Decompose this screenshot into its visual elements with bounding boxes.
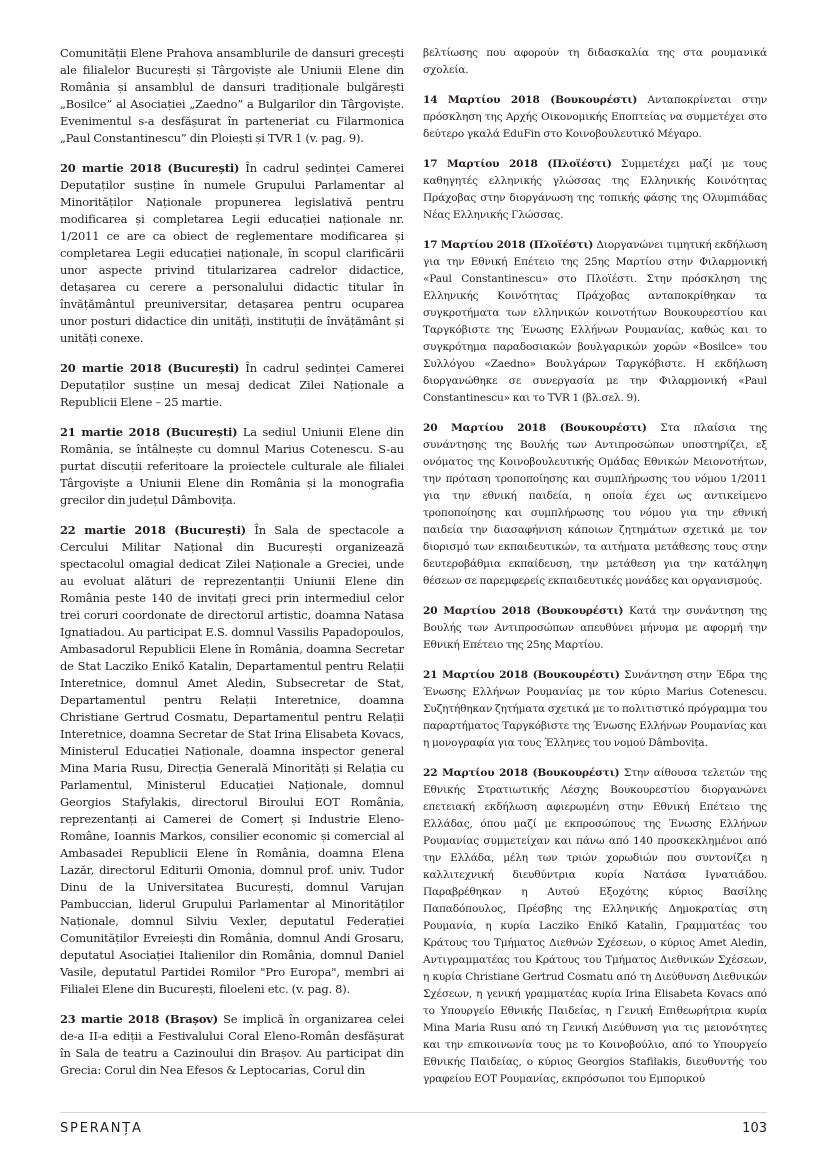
paragraph-text: La sediul Uniunii Elene din România, se întâlnește cu domnul Marius Cotenescu. S-au purtat discuții referitoare la proiectele culturale ale filialei Târgoviște a Uniunii Elene din România și la monografia grecilor din județul Dâmbovița. bbox=[60, 425, 404, 507]
paragraph-date: 22 martie 2018 (București) bbox=[60, 523, 247, 537]
paragraph-date: 20 Μαρτίου 2018 (Βουκουρέστι) bbox=[423, 605, 624, 617]
paragraph bbox=[60, 360, 404, 411]
paragraph-text: Se implică în organizarea celei de-a II-a ediții a Festivalului Coral Eleno-Român desfășurat în Sala de teatru a Cazinoului din Brașov. Au participat din Grecia: Corul din Nea Efesos & Leptocarias, Corul din bbox=[60, 1012, 404, 1077]
magazine-name: SPERANȚA bbox=[60, 1121, 143, 1136]
right-column bbox=[423, 45, 767, 1101]
paragraph-text: Στην αίθουσα τελετών της Εθνικής Στρατιωτικής Λέσχης Βουκουρεστίου διοργανώνει επετειακή εκδήλωση αφιερωμένη στην Εθνική Επέτειο της Ελλάδας, όπου μαζί με εκπροσώπους της Ένωσης Ελλήνων Ρουμανίας συμμετείχαν και πάνω από 140 προσκεκλημένοι από την Ελλάδα, μέλη των τριών χορωδιών που συντονίζει η καλλιτεχνική διευθύντρια κυρία Νατάσα Ιγνατιάδου. Παραβρέθηκαν η Αυτού Εξοχότης κύριος Βασίλης Παπαδόπουλος, Πρέσβης της Ελληνικής Δημοκρατίας στη Ρουμανία, η κυρία Lacziko Enikő Katalin, Γραμματέας του Κράτους του Τμήματος Διεθνών Σχέσεων, ο κύριος Amet Aledin, Αντιγραμματέας του Κράτους του Τμήματος Διεθνικών Σχέσεων, η κυρία Christiane Gertrud Cosmatu από τη Διεύθυνση Διεθνικών Σχέσεων, η γενική γραμματέας κυρία Irina Elisabeta Kovacs από το Υπουργείο Εθνικής Παιδείας, η Γενική Επιθεωρήτρια κυρία Mina Maria Rusu από τη Γενική Διεύθυνση για τις μειονότητες και την επικοινωνία τους με το Κοινοβούλιο, από το Υπουργείο Εθνικής Παιδείας, ο κύριος Georgios Stafilakis, διευθυντής του γραφείου EOT Ρουμανίας, εκπρόσωποι του Εμπορικού bbox=[423, 767, 767, 1085]
paragraph bbox=[60, 160, 404, 347]
paragraph bbox=[60, 1011, 404, 1079]
footer-divider bbox=[60, 1112, 767, 1113]
paragraph-date: 20 Μαρτίου 2018 (Βουκουρέστι) bbox=[423, 422, 647, 434]
paragraph bbox=[60, 45, 404, 147]
paragraph-date: 17 Μαρτίου 2018 (Πλοϊέστι) bbox=[423, 158, 612, 170]
paragraph-text: Στα πλαίσια της συνάντησης της Βουλής των Αντιπροσώπων υποστηρίζει, εξ ονόματος της Κοινοβουλευτικής Ομάδας Εθνικών Μειονοτήτων, την πρόταση τροποποίησης και συμπλήρωσης του νόμου 1/2011 για την εθνική παιδεία, η οποία έχει ως αντικείμενο τροποποίησης και συμπλήρωσης του νόμου για την εθνική παιδεία την διασαφήνιση κάποιων ζητημάτων σχετικά με τον διορισμό των εκπαιδευτικών, τα αιτήματα μετάθεσης τους στην δευτεροβάθμια εκπαίδευση, την μετάθεση για την κατάληψη θέσεων σε παρεμφερείς εκπαιδευτικές μονάδες και οργανισμούς. bbox=[423, 422, 767, 587]
paragraph-text: Κατά την συνάντηση της Βουλής των Αντιπροσώπων απευθύνει μήνυμα με αφορμή την Εθνική Επέτειο της 25ης Μαρτίου. bbox=[423, 605, 767, 651]
paragraph-text: βελτίωσης που αφορούν τη διδασκαλία της στα ρουμανικά σχολεία. bbox=[423, 47, 767, 76]
paragraph bbox=[60, 522, 404, 998]
left-column bbox=[60, 45, 404, 1092]
paragraph bbox=[60, 424, 404, 509]
paragraph-date: 21 Μαρτίου 2018 (Βουκουρέστι) bbox=[423, 669, 620, 681]
paragraph-text: Διοργανώνει τιμητική εκδήλωση για την Εθνική Επέτειο της 25ης Μαρτίου στην Φιλαρμονική «Paul Constantinescu» στο Πλοϊέστι. Στην πρόσκληση της Ελληνικής Κοινότητας Πράχοβας ανταποκρίθηκαν τα συγκροτήματα των ελληνικών κοινοτήτων Βουκουρεστίου και Ταργκόβιστε της Ένωσης Ελλήνων Ρουμανίας, καθώς και το συγκρότημα παραδοσιακών βουλγαρικών χορών «Bosilce» του Συλλόγου «Zaedno» Βουλγάρων Ταργκόβιστε. Η εκδήλωση διοργανώθηκε σε συνεργασία με την Φιλαρμονική «Paul Constantinescu» και το TVR 1 (βλ.σελ. 9). bbox=[423, 239, 767, 404]
paragraph-date: 21 martie 2018 (București) bbox=[60, 425, 238, 439]
paragraph-text: În Sala de spectacole a Cercului Militar Național din București organizează spectacolul omagial dedicat Zilei Naționale a Greciei, unde au evoluat alături de reprezentanții Uniunii Elene din România peste 140 de invitați greci prin intermediul celor trei coruri coordonate de directorul artistic, doamna Natasa Ignatiadou. Au participat E.S. domnul Vassilis Papadopoulos, Ambasadorul Republicii Elene în România, doamna Secretar de Stat Lacziko Enikő Katalin, Departamentul pentru Relații Interetnice, domnul Amet Aledin, Subsecretar de Stat, Departamentul pentru Relații Interetnice, doamna Christiane Gertrud Cosmatu, Departamentul pentru Relații Interetnice, doamna Secretar de Stat Irina Elisabeta Kovacs, Ministerul Educației Naționale, doamna inspector general Mina Maria Rusu, Direcția Generală Minorități și Relația cu Parlamentul, Ministerul Educației Naționale, domnul Georgios Stafylakis, directorul Biroului EOT România, reprezentanți ai Camerei de Comerț și Industrie Eleno-Române, Ioannis Markos, consilier economic și comercial al Ambasadei Republicii Elene în România, doamna Elena Lazăr, directorul Editurii Omonia, domnul prof. univ. Tudor Dinu de la Universitatea București, domnul Varujan Pambuccian, liderul Grupului Parlamentar al Minorităților Naționale, domnul Silviu Vexler, deputatul Federației Comunităților Evreiești din România, domnul Andi Grosaru, deputatul Asociației Italienilor din România, domnul Daniel Vasile, deputatul Partidei Romilor "Pro Europa", membri ai Filialei Elene din București, filoeleni etc. (v. pag. 8). bbox=[60, 523, 404, 996]
paragraph-text: În cadrul ședinței Camerei Deputaților susține un mesaj dedicat Zilei Naționale a Republicii Elene – 25 martie. bbox=[60, 361, 404, 409]
paragraph-text: Συνάντηση στην Έδρα της Ένωσης Ελλήνων Ρουμανίας με τον κύριο Marius Cotenescu. Συζητήθηκαν ζητήματα σχετικά με το πολιτιστικό πρόγραμμα του παραρτήματος Ταργκόβιστε της Ένωσης Ελλήνων Ρουμανίας και η μονογραφία για τους Έλληνες του νομού Dâmbovița. bbox=[423, 669, 768, 749]
paragraph-text: Συμμετέχει μαζί με τους καθηγητές ελληνικής γλώσσας της Ελληνικής Κοινότητας Πράχοβας στην διοργάνωση της τοπικής φάσης της Ολυμπιάδας Νέας Ελληνικής Γλώσσας. bbox=[423, 158, 767, 221]
paragraph bbox=[423, 45, 767, 79]
paragraph bbox=[423, 92, 767, 143]
paragraph bbox=[423, 420, 767, 590]
paragraph-date: 20 martie 2018 (București) bbox=[60, 161, 240, 175]
paragraph bbox=[423, 156, 767, 224]
paragraph-text: În cadrul ședinței Camerei Deputaților susține în numele Grupului Parlamentar al Minorităților Naționale propunerea legislativă pentru modificarea și completarea Legii educației naționale nr. 1/2011 ce are ca obiect de reglementare modificarea și completarea Legii educației naționale, în scopul clarificării unor aspecte privind titularizarea cadrelor didactice, detașarea cu cerere a personalului didactic titular în învățământul preuniversitar, detașarea pentru ocuparea unor posturi didactice din unități, instituții de învățământ și unități conexe. bbox=[60, 161, 404, 345]
paragraph bbox=[423, 603, 767, 654]
paragraph-date: 17 Μαρτίου 2018 (Πλοϊέστι) bbox=[423, 239, 594, 251]
paragraph bbox=[423, 667, 767, 752]
paragraph bbox=[423, 237, 767, 407]
page-number: 103 bbox=[742, 1121, 767, 1136]
paragraph-text: Comunității Elene Prahova ansamblurile de dansuri grecești ale filialelor București și Târgoviște ale Uniunii Elene din România și ansamblul de dansuri tradiționale bulgărești „Bosilce” al Asociației „Zaedno” a Bulgarilor din Târgoviște. Evenimentul s-a desfășurat în parteneriat cu Filarmonica „Paul Constantinescu” din Ploiești și TVR 1 (v. pag. 9). bbox=[60, 46, 404, 145]
paragraph-date: 22 Μαρτίου 2018 (Βουκουρέστι) bbox=[423, 767, 620, 779]
paragraph-text: Ανταποκρίνεται στην πρόσκληση της Αρχής Οικονομικής Εποπτείας να συμμετέχει στο δεύτερο γκαλά EduFin στο Κοινοβουλευτικό Μέγαρο. bbox=[423, 94, 767, 140]
paragraph bbox=[423, 765, 767, 1088]
paragraph-date: 20 martie 2018 (București) bbox=[60, 361, 240, 375]
paragraph-date: 23 martie 2018 (Brașov) bbox=[60, 1012, 219, 1026]
paragraph-date: 14 Μαρτίου 2018 (Βουκουρέστι) bbox=[423, 94, 638, 106]
